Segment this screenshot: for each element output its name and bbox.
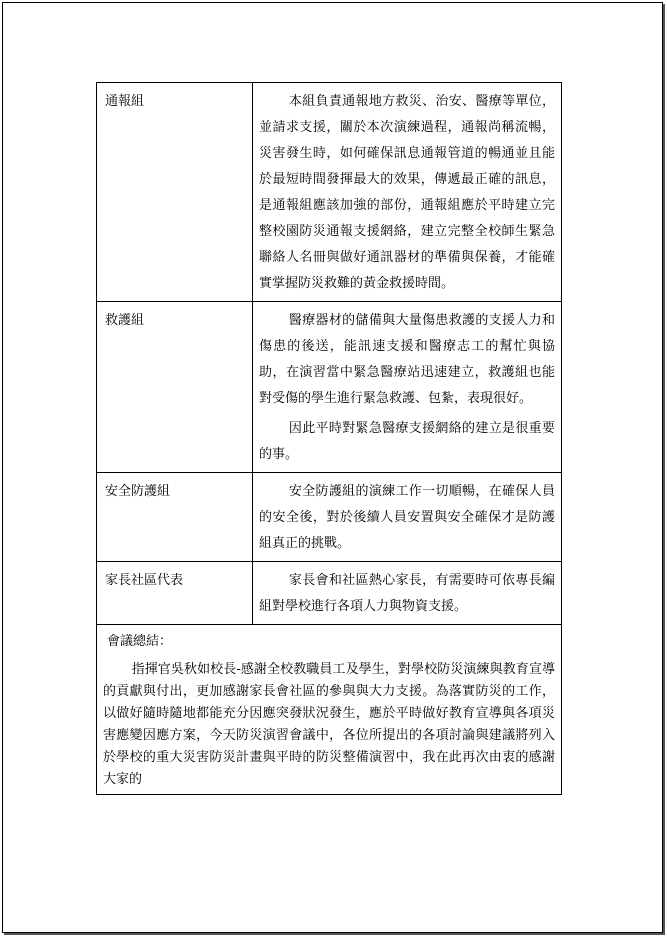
summary-text: 指揮官吳秋如校長-感謝全校教職員工及學生，對學校防災演練與教育宣導的貢獻與付出，更加感謝家長會社區的參與與大力支援。為落實防災的工作，以做好隨時隨地都能充分因應突發狀況發生，應於平時做好教育宣導與各項災害應變因應方案，今天防災演習會議中，各位所提出的各項討論與建議將列入於學校的重大災害防災計畫與平時的防災整備演習中，我在此再次由衷的感謝大家的	[103, 662, 555, 787]
paragraph: 因此平時對緊急醫療支援網絡的建立是很重要的事。	[259, 421, 555, 462]
table-row	[97, 302, 562, 473]
summary-cell	[97, 625, 562, 795]
table-row	[97, 83, 562, 302]
report-table	[96, 82, 562, 795]
group-name-cell: 家長社區代表	[97, 562, 253, 625]
group-content-cell	[253, 302, 562, 473]
group-name-cell: 救護組	[97, 302, 253, 473]
group-name-cell: 通報組	[97, 83, 253, 302]
group-content-cell	[253, 562, 562, 625]
paragraph: 本組負責通報地方救災、治安、醫療等單位，並請求支援，關於本次演練過程，通報尚稱流暢，災害發生時，如何確保訊息通報管道的暢通並且能於最短時間發揮最大的效果，傳遞最正確的訊息，是通報組應該加強的部份，通報組應於平時建立完整校園防災通報支援網絡，建立完整全校師生緊急聯絡人名冊與做好通訊器材的準備與保養，才能確實掌握防災救難的黃金救援時間。	[259, 94, 555, 291]
group-content-cell	[253, 83, 562, 302]
paragraph: 家長會和社區熱心家長，有需要時可依專長編組對學校進行各項人力與物資支援。	[259, 573, 555, 614]
table-row	[97, 473, 562, 562]
group-content-cell	[253, 473, 562, 562]
paragraph: 醫療器材的儲備與大量傷患救護的支援人力和傷患的後送，能訊速支援和醫療志工的幫忙與協助，在演習當中緊急醫療站迅速建立，救護組也能對受傷的學生進行緊急救護、包紮，表現很好。	[259, 313, 555, 406]
table-row	[97, 562, 562, 625]
paragraph: 安全防護組的演練工作一切順暢，在確保人員的安全後，對於後續人員安置與安全確保才是防護組真正的挑戰。	[259, 484, 555, 551]
table-row	[97, 625, 562, 795]
group-name-cell: 安全防護組	[97, 473, 253, 562]
summary-title: 會議總結：	[107, 634, 173, 649]
